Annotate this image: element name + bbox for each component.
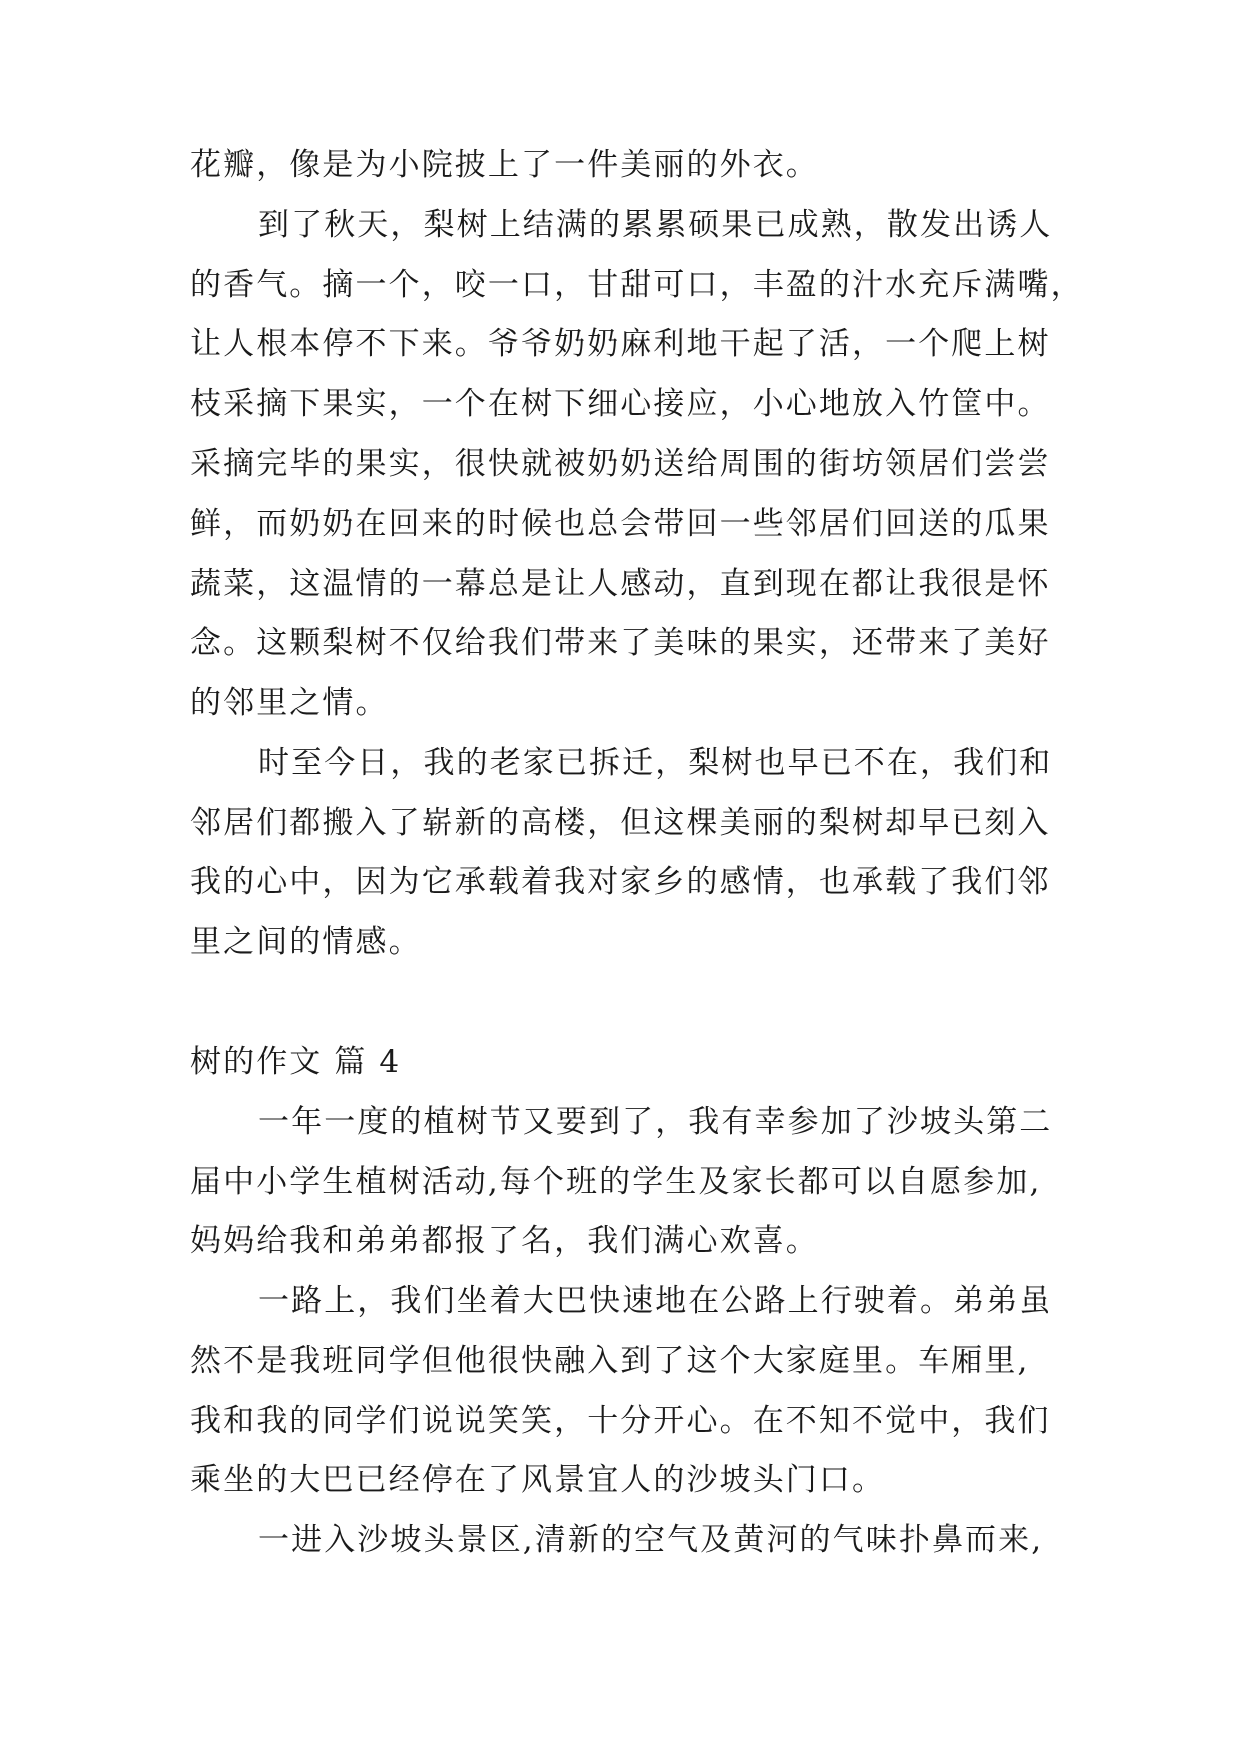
text-line: 鲜，而奶奶在回来的时候也总会带回一些邻居们回送的瓜果 — [190, 506, 1051, 542]
text-line: 枝采摘下果实，一个在树下细心接应，小心地放入竹筐中。 — [190, 386, 1051, 422]
text-line: 的香气。摘一个，咬一口，甘甜可口，丰盈的汁水充斥满嘴， — [190, 267, 1084, 303]
text-line: 花瓣，像是为小院披上了一件美丽的外衣。 — [190, 147, 819, 183]
text-line: 的邻里之情。 — [190, 685, 389, 721]
text-line: 我和我的同学们说说笑笑，十分开心。在不知不觉中，我们 — [190, 1403, 1051, 1439]
text-line: 妈妈给我和弟弟都报了名，我们满心欢喜。 — [190, 1223, 819, 1259]
text-line: 让人根本停不下来。爷爷奶奶麻利地干起了活，一个爬上树 — [190, 326, 1051, 362]
text-line: 然不是我班同学但他很快融入到了这个大家庭里。车厢里, — [190, 1343, 1030, 1379]
text-line: 采摘完毕的果实，很快就被奶奶送给周围的街坊领居们尝尝 — [190, 446, 1051, 482]
paragraph-first-line: 时至今日，我的老家已拆迁，梨树也早已不在，我们和 — [258, 745, 1053, 781]
text-line: 里之间的情感。 — [190, 924, 422, 960]
paragraph-first-line: 一进入沙坡头景区,清新的空气及黄河的气味扑鼻而来, — [258, 1522, 1044, 1558]
paragraph-first-line: 一年一度的植树节又要到了，我有幸参加了沙坡头第二 — [258, 1104, 1053, 1140]
text-line: 蔬菜，这温情的一幕总是让人感动，直到现在都让我很是怀 — [190, 566, 1051, 602]
text-line: 乘坐的大巴已经停在了风景宜人的沙坡头门口。 — [190, 1462, 886, 1498]
text-line: 邻居们都搬入了崭新的高楼，但这棵美丽的梨树却早已刻入 — [190, 805, 1051, 841]
paragraph-first-line: 一路上，我们坐着大巴快速地在公路上行驶着。弟弟虽 — [258, 1283, 1053, 1319]
text-line: 我的心中，因为它承载着我对家乡的感情，也承载了我们邻 — [190, 864, 1051, 900]
section-heading: 树的作文 篇 4 — [190, 1044, 402, 1080]
paragraph-first-line: 到了秋天，梨树上结满的累累硕果已成熟，散发出诱人 — [258, 207, 1053, 243]
text-line: 届中小学生植树活动,每个班的学生及家长都可以自愿参加, — [190, 1164, 1042, 1200]
text-line: 念。这颗梨树不仅给我们带来了美味的果实，还带来了美好 — [190, 625, 1051, 661]
